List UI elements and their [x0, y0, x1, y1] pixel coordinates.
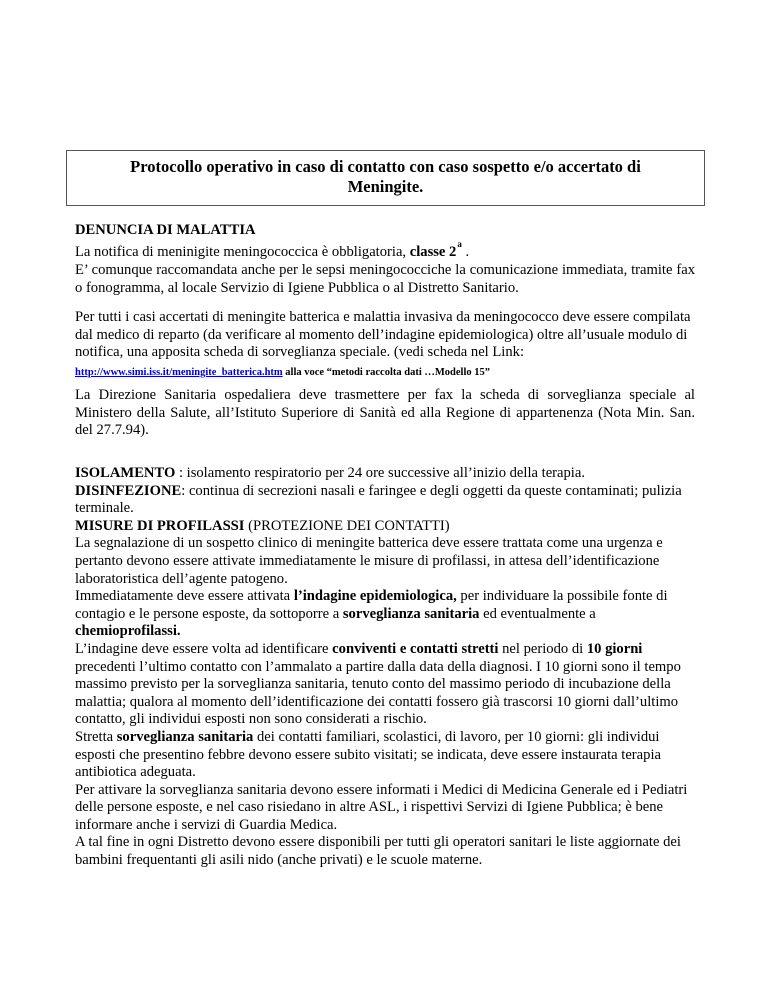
scheda-link-line: http://www.simi.iss.it/meningite_batterica.htm alla voce “metodi raccolta dati …Modello 15”: [75, 366, 490, 378]
paragraph-6: A tal fine in ogni Distretto devono essere disponibili per tutti gli operatori sanitari le liste aggiornate dei bambini frequentanti gli asili nido (anche privati) e le scuole materne.: [75, 834, 681, 869]
denuncia-section: [75, 222, 695, 297]
denuncia-line-1: La notifica di meninigite meningococcica è obbligatoria, classe 2$^a$ .: [75, 238, 470, 260]
scheda-text: Per tutti i casi accertati di meningite batterica e malattia invasiva da meningococco deve essere compilata dal medico di reparto (da verificare al momento dell’indagine epidemiologica) oltre all’usuale modulo di notifica, una apposita scheda di sorveglianza speciale. (vedi scheda nel Link:: [75, 309, 691, 361]
denuncia-heading: DENUNCIA DI MALATTIA: [75, 222, 256, 238]
paragraph-2: Immediatamente deve essere attivata l’indagine epidemiologica, per individuare la possibile fonte di contagio e le persone esposte, da sottoporre a sorveglianza sanitaria ed eventualmente a chemioprofilassi.: [75, 588, 668, 640]
paragraph-4: Stretta sorveglianza sanitaria dei contatti familiari, scolastici, di lavoro, per 10 giorni: gli individui esposti che presentino febbre devono essere subito visitati; se indicata, deve essere instaurata terapia antibiotica adeguata.: [75, 728, 661, 781]
paragraph-1: La segnalazione di un sospetto clinico di meningite batterica deve essere trattata come una urgenza e pertanto devono essere attivate immediatamente le misure di profilassi, in attesa dell’identificazione laboratoristica dell’agente patogeno.: [75, 535, 663, 587]
scheda-link[interactable]: http://www.simi.iss.it/meningite_batterica.htm: [75, 366, 283, 378]
scheda-section: [75, 309, 695, 381]
paragraph-5: Per attivare la sorveglianza sanitaria devono essere informati i Medici di Medicina Generale ed i Pediatri delle persone esposte, e nel caso risiedano in altre ASL, i rispettivi Servizi di Igiene Pubblica; è bene informare anche i servizi di Guardia Medica.: [75, 781, 688, 833]
direzione-paragraph: La Direzione Sanitaria ospedaliera deve trasmettere per fax la scheda di sorveglianza speciale al Ministero della Salute, all’Istituto Superiore di Sanità ed alla Regione di appartenenza (Nota Min. San. del 27.7.94).: [75, 387, 695, 439]
title-line-1: Protocollo operativo in caso di contatto con caso sospetto e/o accertato di: [130, 157, 641, 176]
paragraph-3: L’indagine deve essere volta ad identificare conviventi e contatti stretti nel periodo di 10 giorni precedenti l’ultimo contatto con l’ammalato a partire dalla data della diagnosi. I 10 giorni sono il tempo massimo previsto per la sorveglianza sanitaria, tenuto conto del massimo periodo di incubazione della malattia; qualora al momento dell’identificazione dei contatti fossero già trascorsi 10 giorni dall’ultimo contatto, gli individui esposti non sono considerati a rischio.: [75, 640, 681, 728]
isolamento-line: ISOLAMENTO : isolamento respiratorio per 24 ore successive all’inizio della terapia.: [75, 465, 585, 481]
title-line-2: Meningite.: [347, 176, 424, 196]
disinfezione-line: DISINFEZIONE: continua di secrezioni nasali e faringee e degli oggetti da queste contaminati; pulizia terminale.: [75, 482, 682, 517]
denuncia-line-2: E’ comunque raccomandata anche per le sepsi meningococciche la comunicazione immediata, tramite fax o fonogramma, al locale Servizio di Igiene Pubblica o al Distretto Sanitario.: [75, 262, 695, 296]
misure-section: [75, 465, 695, 870]
profilassi-heading: MISURE DI PROFILASSI (PROTEZIONE DEI CONTATTI): [75, 517, 450, 534]
title-box: [66, 150, 705, 206]
